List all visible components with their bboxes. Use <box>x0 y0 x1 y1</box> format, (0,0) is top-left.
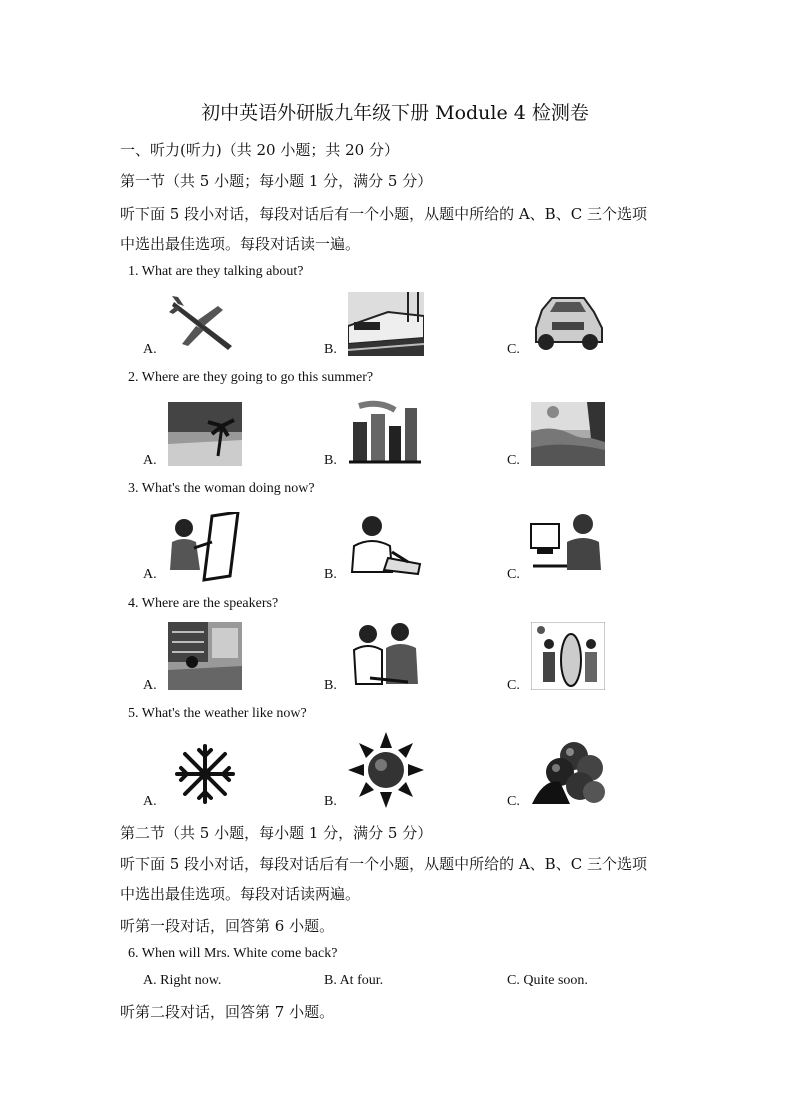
car-icon <box>532 292 604 354</box>
option-1b[interactable]: B. <box>324 342 337 357</box>
option-1a[interactable]: A. <box>143 342 157 357</box>
question-3: 3. What's the woman doing now? <box>128 481 315 496</box>
part1-instruction-line2: 中选出最佳选项。每段对话读一遍。 <box>120 235 361 253</box>
city-picture <box>349 400 421 466</box>
option-6b[interactable]: B. At four. <box>324 973 384 988</box>
writing-picture <box>348 512 424 578</box>
question-4: 4. Where are the speakers? <box>128 596 279 611</box>
option-6c[interactable]: C. Quite soon. <box>507 973 588 988</box>
question-6: 6. When will Mrs. White come back? <box>128 946 338 961</box>
train-icon <box>348 292 424 356</box>
question-1: 1. What are they talking about? <box>128 264 304 279</box>
page-title: 初中英语外研版九年级下册 Module 4 检测卷 <box>201 102 589 124</box>
part2-instruction-line1: 听下面 5 段小对话，每段对话后有一个小题，从题中所给的 A、B、C 三个选项 <box>120 855 647 873</box>
dialog-2-instruction: 听第二段对话，回答第 7 小题。 <box>120 1003 335 1021</box>
option-2c[interactable]: C. <box>507 453 520 468</box>
shop-picture <box>531 622 605 690</box>
option-3a[interactable]: A. <box>143 567 157 582</box>
option-3c[interactable]: C. <box>507 567 520 582</box>
option-4a[interactable]: A. <box>143 678 157 693</box>
option-4b[interactable]: B. <box>324 678 337 693</box>
library-picture <box>168 622 242 690</box>
airplane-icon <box>168 294 238 354</box>
part1-heading: 第一节（共 5 小题；每小题 1 分，满分 5 分） <box>120 172 433 190</box>
sun-icon <box>348 732 424 808</box>
restaurant-picture <box>348 620 422 690</box>
option-2a[interactable]: A. <box>143 453 157 468</box>
countryside-picture <box>531 402 605 466</box>
computer-picture <box>529 510 605 576</box>
question-5: 5. What's the weather like now? <box>128 706 307 721</box>
snowflake-icon <box>172 742 238 806</box>
part2-instruction-line2: 中选出最佳选项。每段对话读两遍。 <box>120 885 361 903</box>
part2-heading: 第二节（共 5 小题，每小题 1 分，满分 5 分） <box>120 824 433 842</box>
question-2: 2. Where are they going to go this summer? <box>128 370 374 385</box>
option-4c[interactable]: C. <box>507 678 520 693</box>
option-5c[interactable]: C. <box>507 794 520 809</box>
option-5b[interactable]: B. <box>324 794 337 809</box>
option-5a[interactable]: A. <box>143 794 157 809</box>
clouds-icon <box>530 738 606 808</box>
dialog-1-instruction: 听第一段对话，回答第 6 小题。 <box>120 917 335 935</box>
option-6a[interactable]: A. Right now. <box>143 973 222 988</box>
part1-instruction-line1: 听下面 5 段小对话，每段对话后有一个小题，从题中所给的 A、B、C 三个选项 <box>120 205 647 223</box>
option-2b[interactable]: B. <box>324 453 337 468</box>
section-heading: 一、听力(听力)（共 20 小题；共 20 分） <box>120 141 399 159</box>
painting-picture <box>166 512 242 582</box>
beach-picture <box>168 402 242 466</box>
option-3b[interactable]: B. <box>324 567 337 582</box>
option-1c[interactable]: C. <box>507 342 520 357</box>
